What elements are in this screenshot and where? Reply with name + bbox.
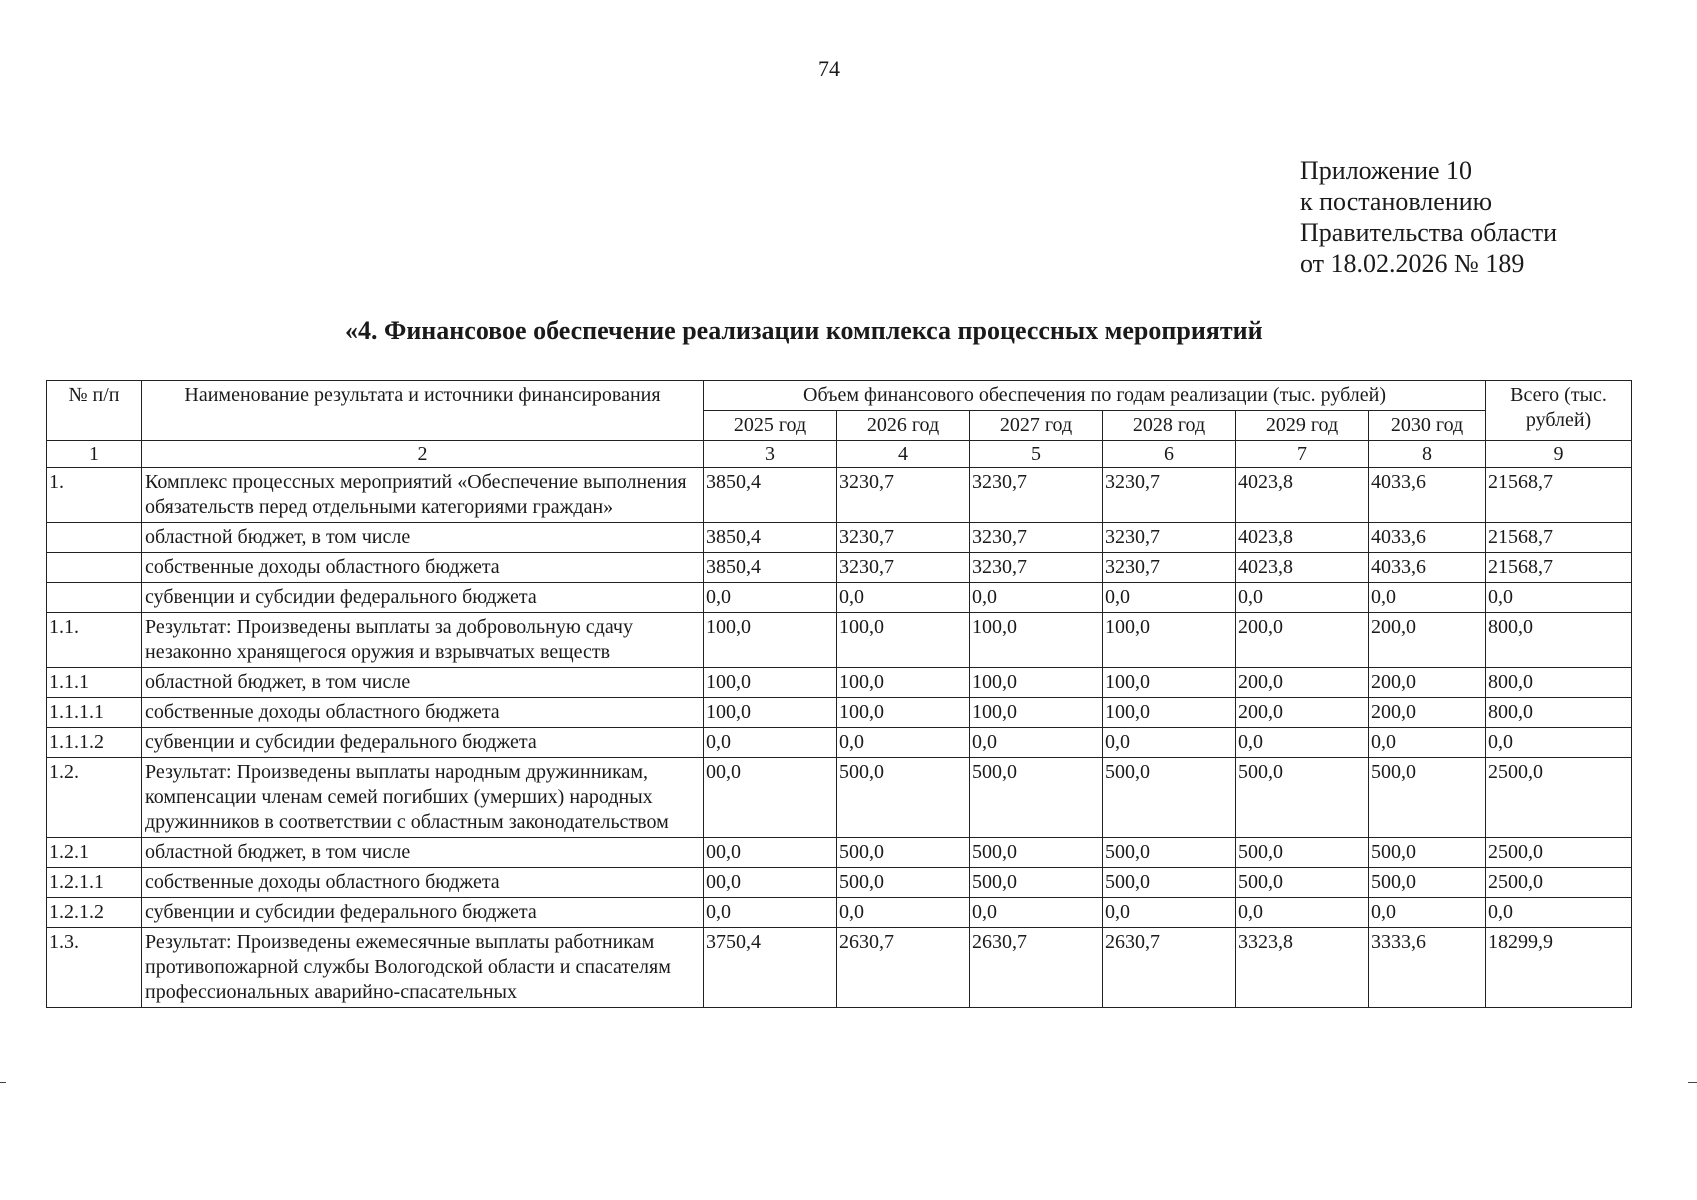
row-year-value: 500,0	[837, 838, 970, 868]
row-name: субвенции и субсидии федерального бюджета	[142, 728, 704, 758]
table-row	[47, 758, 1632, 838]
row-index: 1.2.	[47, 758, 142, 838]
row-name: субвенции и субсидии федерального бюджета	[142, 898, 704, 928]
row-year-value: 200,0	[1369, 668, 1486, 698]
row-index: 1.3.	[47, 928, 142, 1008]
row-total: 0,0	[1486, 728, 1632, 758]
row-year-value: 500,0	[1369, 868, 1486, 898]
row-year-value: 100,0	[837, 698, 970, 728]
row-year-value: 500,0	[1103, 838, 1236, 868]
row-index	[47, 553, 142, 583]
row-year-value: 0,0	[837, 728, 970, 758]
row-year-value: 3230,7	[970, 523, 1103, 553]
row-year-value: 4023,8	[1236, 553, 1369, 583]
row-year-value: 4023,8	[1236, 523, 1369, 553]
row-index: 1.1.1.1	[47, 698, 142, 728]
financing-table	[46, 380, 1632, 1008]
column-number: 4	[837, 441, 970, 468]
row-total: 2500,0	[1486, 868, 1632, 898]
header-num: № п/п	[47, 381, 142, 441]
row-year-value: 500,0	[837, 868, 970, 898]
row-year-value: 0,0	[837, 583, 970, 613]
row-year-value: 0,0	[1103, 728, 1236, 758]
header-total: Всего (тыс. рублей)	[1486, 381, 1632, 441]
row-total: 21568,7	[1486, 468, 1632, 523]
row-name: собственные доходы областного бюджета	[142, 868, 704, 898]
row-year-value: 00,0	[704, 868, 837, 898]
header-year: 2028 год	[1103, 411, 1236, 441]
table-row	[47, 523, 1632, 553]
row-index: 1.2.1.2	[47, 898, 142, 928]
header-year: 2025 год	[704, 411, 837, 441]
row-total: 800,0	[1486, 668, 1632, 698]
row-total: 18299,9	[1486, 928, 1632, 1008]
row-year-value: 3230,7	[970, 468, 1103, 523]
row-year-value: 100,0	[704, 613, 837, 668]
row-year-value: 100,0	[837, 668, 970, 698]
row-year-value: 500,0	[970, 838, 1103, 868]
row-year-value: 500,0	[970, 758, 1103, 838]
scan-edge-mark	[1688, 1082, 1697, 1083]
header-year: 2030 год	[1369, 411, 1486, 441]
row-index: 1.2.1.1	[47, 868, 142, 898]
column-number: 8	[1369, 441, 1486, 468]
row-year-value: 0,0	[1103, 898, 1236, 928]
row-year-value: 100,0	[970, 698, 1103, 728]
appendix-reference	[1300, 155, 1557, 279]
row-total: 2500,0	[1486, 758, 1632, 838]
table-row	[47, 613, 1632, 668]
row-year-value: 2630,7	[970, 928, 1103, 1008]
row-year-value: 0,0	[970, 898, 1103, 928]
row-total: 800,0	[1486, 613, 1632, 668]
table-row	[47, 583, 1632, 613]
row-name: Комплекс процессных мероприятий «Обеспечение выполнения обязательств перед отдельными категориями граждан»	[142, 468, 704, 523]
row-year-value: 500,0	[837, 758, 970, 838]
row-index	[47, 523, 142, 553]
row-year-value: 200,0	[1236, 613, 1369, 668]
table-row	[47, 728, 1632, 758]
row-year-value: 4033,6	[1369, 553, 1486, 583]
row-year-value: 2630,7	[837, 928, 970, 1008]
row-name: собственные доходы областного бюджета	[142, 553, 704, 583]
row-year-value: 100,0	[837, 613, 970, 668]
row-year-value: 3230,7	[1103, 468, 1236, 523]
header-volume: Объем финансового обеспечения по годам реализации (тыс. рублей)	[704, 381, 1486, 411]
row-year-value: 3230,7	[1103, 523, 1236, 553]
row-year-value: 0,0	[837, 898, 970, 928]
table-row	[47, 838, 1632, 868]
column-number: 3	[704, 441, 837, 468]
column-number: 7	[1236, 441, 1369, 468]
row-index: 1.1.1.2	[47, 728, 142, 758]
row-index: 1.1.1	[47, 668, 142, 698]
table-row	[47, 698, 1632, 728]
row-year-value: 0,0	[1236, 898, 1369, 928]
row-year-value: 500,0	[1369, 758, 1486, 838]
row-index: 1.2.1	[47, 838, 142, 868]
column-number: 5	[970, 441, 1103, 468]
table-row	[47, 898, 1632, 928]
row-year-value: 100,0	[970, 668, 1103, 698]
row-index: 1.1.	[47, 613, 142, 668]
row-year-value: 0,0	[970, 728, 1103, 758]
row-name: Результат: Произведены выплаты за добровольную сдачу незаконно хранящегося оружия и взрывчатых веществ	[142, 613, 704, 668]
row-year-value: 3230,7	[837, 523, 970, 553]
row-year-value: 0,0	[1369, 583, 1486, 613]
row-year-value: 500,0	[1236, 758, 1369, 838]
row-year-value: 100,0	[704, 698, 837, 728]
row-year-value: 4033,6	[1369, 468, 1486, 523]
row-year-value: 0,0	[1369, 898, 1486, 928]
row-year-value: 0,0	[704, 898, 837, 928]
row-year-value: 100,0	[1103, 668, 1236, 698]
row-year-value: 3323,8	[1236, 928, 1369, 1008]
row-year-value: 3750,4	[704, 928, 837, 1008]
page-number: 74	[818, 56, 840, 81]
row-year-value: 2630,7	[1103, 928, 1236, 1008]
row-year-value: 500,0	[1236, 838, 1369, 868]
row-year-value: 500,0	[1369, 838, 1486, 868]
row-total: 2500,0	[1486, 838, 1632, 868]
row-year-value: 500,0	[1103, 758, 1236, 838]
row-name: областной бюджет, в том числе	[142, 668, 704, 698]
column-number: 2	[142, 441, 704, 468]
row-year-value: 4033,6	[1369, 523, 1486, 553]
row-year-value: 500,0	[1103, 868, 1236, 898]
row-year-value: 3230,7	[837, 553, 970, 583]
table-row	[47, 668, 1632, 698]
row-index: 1.	[47, 468, 142, 523]
row-name: областной бюджет, в том числе	[142, 523, 704, 553]
row-index	[47, 583, 142, 613]
row-total: 800,0	[1486, 698, 1632, 728]
row-name: Результат: Произведены выплаты народным дружинникам, компенсации членам семей погибших (умерших) народных дружинников в соответствии с областным законодательством	[142, 758, 704, 838]
row-year-value: 0,0	[704, 728, 837, 758]
row-year-value: 500,0	[1236, 868, 1369, 898]
row-name: областной бюджет, в том числе	[142, 838, 704, 868]
appendix-line: Приложение 10	[1300, 156, 1473, 185]
row-year-value: 3850,4	[704, 523, 837, 553]
row-year-value: 200,0	[1369, 613, 1486, 668]
header-year: 2029 год	[1236, 411, 1369, 441]
row-year-value: 100,0	[704, 668, 837, 698]
row-year-value: 3333,6	[1369, 928, 1486, 1008]
row-year-value: 0,0	[1236, 728, 1369, 758]
appendix-line: Правительства области	[1300, 218, 1558, 247]
column-number-row	[47, 441, 1632, 468]
row-year-value: 3850,4	[704, 553, 837, 583]
table-row	[47, 468, 1632, 523]
row-year-value: 3230,7	[970, 553, 1103, 583]
row-total: 0,0	[1486, 898, 1632, 928]
header-year: 2027 год	[970, 411, 1103, 441]
row-year-value: 200,0	[1236, 668, 1369, 698]
column-number: 1	[47, 441, 142, 468]
appendix-line: к постановлению	[1300, 187, 1493, 216]
appendix-line: от 18.02.2026 № 189	[1300, 249, 1525, 278]
row-total: 0,0	[1486, 583, 1632, 613]
row-year-value: 200,0	[1369, 698, 1486, 728]
row-year-value: 0,0	[1236, 583, 1369, 613]
row-year-value: 00,0	[704, 758, 837, 838]
header-year: 2026 год	[837, 411, 970, 441]
row-year-value: 100,0	[1103, 613, 1236, 668]
row-year-value: 0,0	[704, 583, 837, 613]
table-row	[47, 553, 1632, 583]
table-row	[47, 868, 1632, 898]
row-year-value: 3230,7	[1103, 553, 1236, 583]
row-name: Результат: Произведены ежемесячные выплаты работникам противопожарной службы Вологодской области и спасателям профессиональных аварийно-спасательных	[142, 928, 704, 1008]
row-year-value: 4023,8	[1236, 468, 1369, 523]
row-year-value: 3850,4	[704, 468, 837, 523]
row-year-value: 100,0	[1103, 698, 1236, 728]
column-number: 6	[1103, 441, 1236, 468]
row-year-value: 3230,7	[837, 468, 970, 523]
row-year-value: 100,0	[970, 613, 1103, 668]
header-name: Наименование результата и источники финансирования	[142, 381, 704, 441]
column-number: 9	[1486, 441, 1632, 468]
row-total: 21568,7	[1486, 553, 1632, 583]
row-year-value: 500,0	[970, 868, 1103, 898]
row-year-value: 0,0	[1103, 583, 1236, 613]
row-name: собственные доходы областного бюджета	[142, 698, 704, 728]
row-year-value: 0,0	[1369, 728, 1486, 758]
row-year-value: 00,0	[704, 838, 837, 868]
section-title: «4. Финансовое обеспечение реализации комплекса процессных мероприятий	[345, 316, 1263, 345]
scan-edge-mark	[0, 1082, 6, 1083]
row-total: 21568,7	[1486, 523, 1632, 553]
row-year-value: 200,0	[1236, 698, 1369, 728]
row-name: субвенции и субсидии федерального бюджета	[142, 583, 704, 613]
row-year-value: 0,0	[970, 583, 1103, 613]
table-row	[47, 928, 1632, 1008]
